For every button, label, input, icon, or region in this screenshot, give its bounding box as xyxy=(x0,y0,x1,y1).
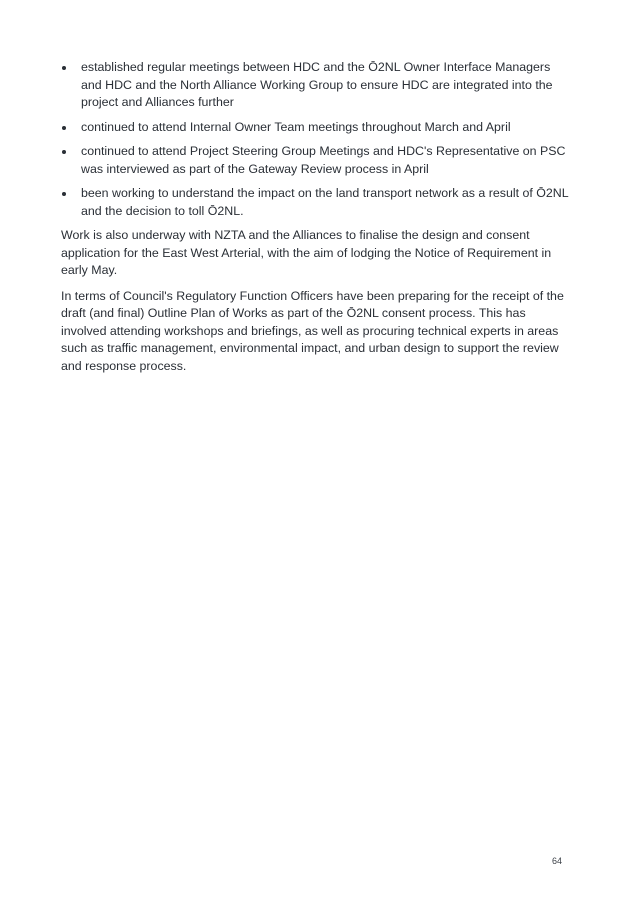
bullet-item xyxy=(61,143,571,178)
bullet-item xyxy=(61,59,571,112)
bullet-list xyxy=(61,59,571,220)
page-content xyxy=(61,59,571,383)
bullet-item xyxy=(61,119,571,137)
bullet-icon xyxy=(62,126,66,130)
bullet-icon xyxy=(62,192,66,196)
page-number: 64 xyxy=(551,856,562,866)
paragraph: In terms of Council's Regulatory Function Officers have been preparing for the receipt of the draft (and final) Outline Plan of Works as part of the Ō2NL consent process. This has involved attending workshops and briefings, as well as procuring technical experts in areas such as traffic management, environmental impact, and urban design to support the review and response process. xyxy=(61,288,564,373)
bullet-icon xyxy=(62,150,66,154)
bullet-item xyxy=(61,185,571,220)
bullet-text: been working to understand the impact on the land transport network as a result of Ō2NL and the decision to toll Ō2NL. xyxy=(81,186,569,218)
bullet-icon xyxy=(62,66,66,70)
bullet-text: continued to attend Project Steering Group Meetings and HDC's Representative on PSC was interviewed as part of the Gateway Review process in April xyxy=(81,144,566,176)
paragraph: Work is also underway with NZTA and the Alliances to finalise the design and consent application for the East West Arterial, with the aim of lodging the Notice of Requirement in early May. xyxy=(61,228,552,277)
bullet-text: continued to attend Internal Owner Team meetings throughout March and April xyxy=(81,119,511,134)
bullet-text: established regular meetings between HDC and the Ō2NL Owner Interface Managers and HDC and the North Alliance Working Group to ensure HDC are integrated into the project and Alliances further xyxy=(81,60,553,109)
